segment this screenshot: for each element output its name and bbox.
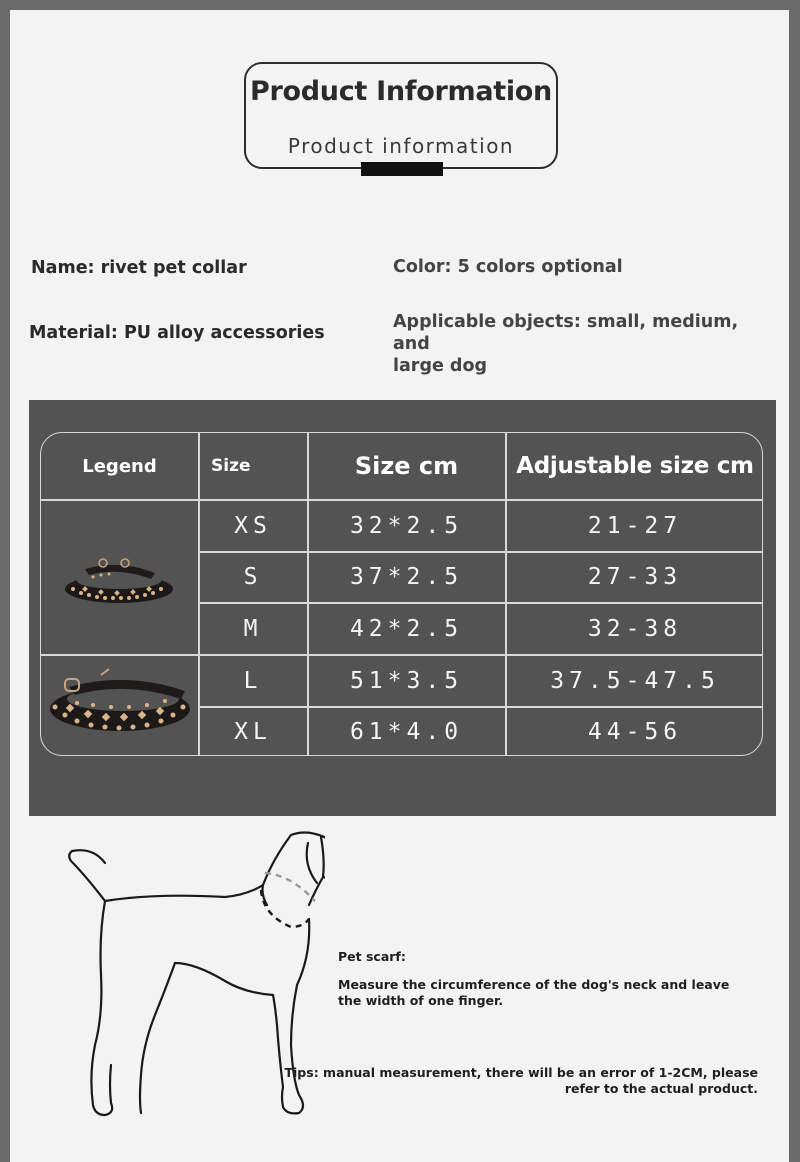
applicable-line-2: large dog (393, 356, 488, 376)
tips-line-2: refer to the actual product. (564, 1081, 758, 1096)
size-label: L (243, 667, 263, 694)
header-adjustable-size-cm: Adjustable size cm (516, 453, 754, 479)
header-size-cm: Size cm (354, 452, 459, 480)
size-label: M (243, 615, 263, 642)
applicable-line-1: Applicable objects: small, medium, and (393, 312, 739, 354)
size-table (40, 432, 763, 756)
size-cm-value: 32*2.5 (349, 512, 464, 539)
size-chart-panel (29, 400, 776, 816)
large-rivet-collar-icon (45, 665, 195, 737)
measure-instruction-line-2: the width of one finger. (338, 993, 504, 1008)
adjustable-cm-value: 21-27 (587, 512, 683, 539)
product-info-page (10, 10, 789, 1162)
size-cm-value: 37*2.5 (349, 564, 464, 590)
page-subtitle: Product information (287, 134, 515, 158)
title-box (244, 62, 558, 169)
title-accent-bar (361, 162, 443, 176)
adjustable-cm-value: 27-33 (587, 564, 683, 590)
product-color: Color: 5 colors optional (393, 257, 623, 277)
size-label: XS (234, 512, 272, 539)
size-label: S (243, 564, 263, 590)
header-size: Size (211, 456, 251, 476)
size-cm-value: 51*3.5 (349, 667, 464, 694)
adjustable-cm-value: 32-38 (587, 615, 683, 642)
size-cm-value: 42*2.5 (349, 615, 464, 642)
adjustable-cm-value: 44-56 (587, 719, 683, 745)
size-cm-value: 61*4.0 (349, 719, 464, 745)
measure-instruction-line-1: Measure the circumference of the dog's neck and leave (338, 977, 730, 992)
page-title: Product Information (250, 76, 552, 107)
measure-instruction (338, 977, 729, 1009)
header-legend: Legend (82, 455, 157, 477)
product-name: Name: rivet pet collar (31, 258, 247, 278)
size-label: XL (234, 719, 272, 745)
product-material: Material: PU alloy accessories (29, 323, 325, 343)
tips-line-1: Tips: manual measurement, there will be an error of 1-2CM, please (284, 1065, 758, 1080)
product-applicable-objects (393, 311, 773, 377)
adjustable-cm-value: 37.5-47.5 (550, 667, 720, 694)
small-rivet-collar-icon (59, 551, 179, 611)
pet-scarf-heading: Pet scarf: (338, 949, 406, 964)
measurement-tips (285, 1065, 759, 1097)
